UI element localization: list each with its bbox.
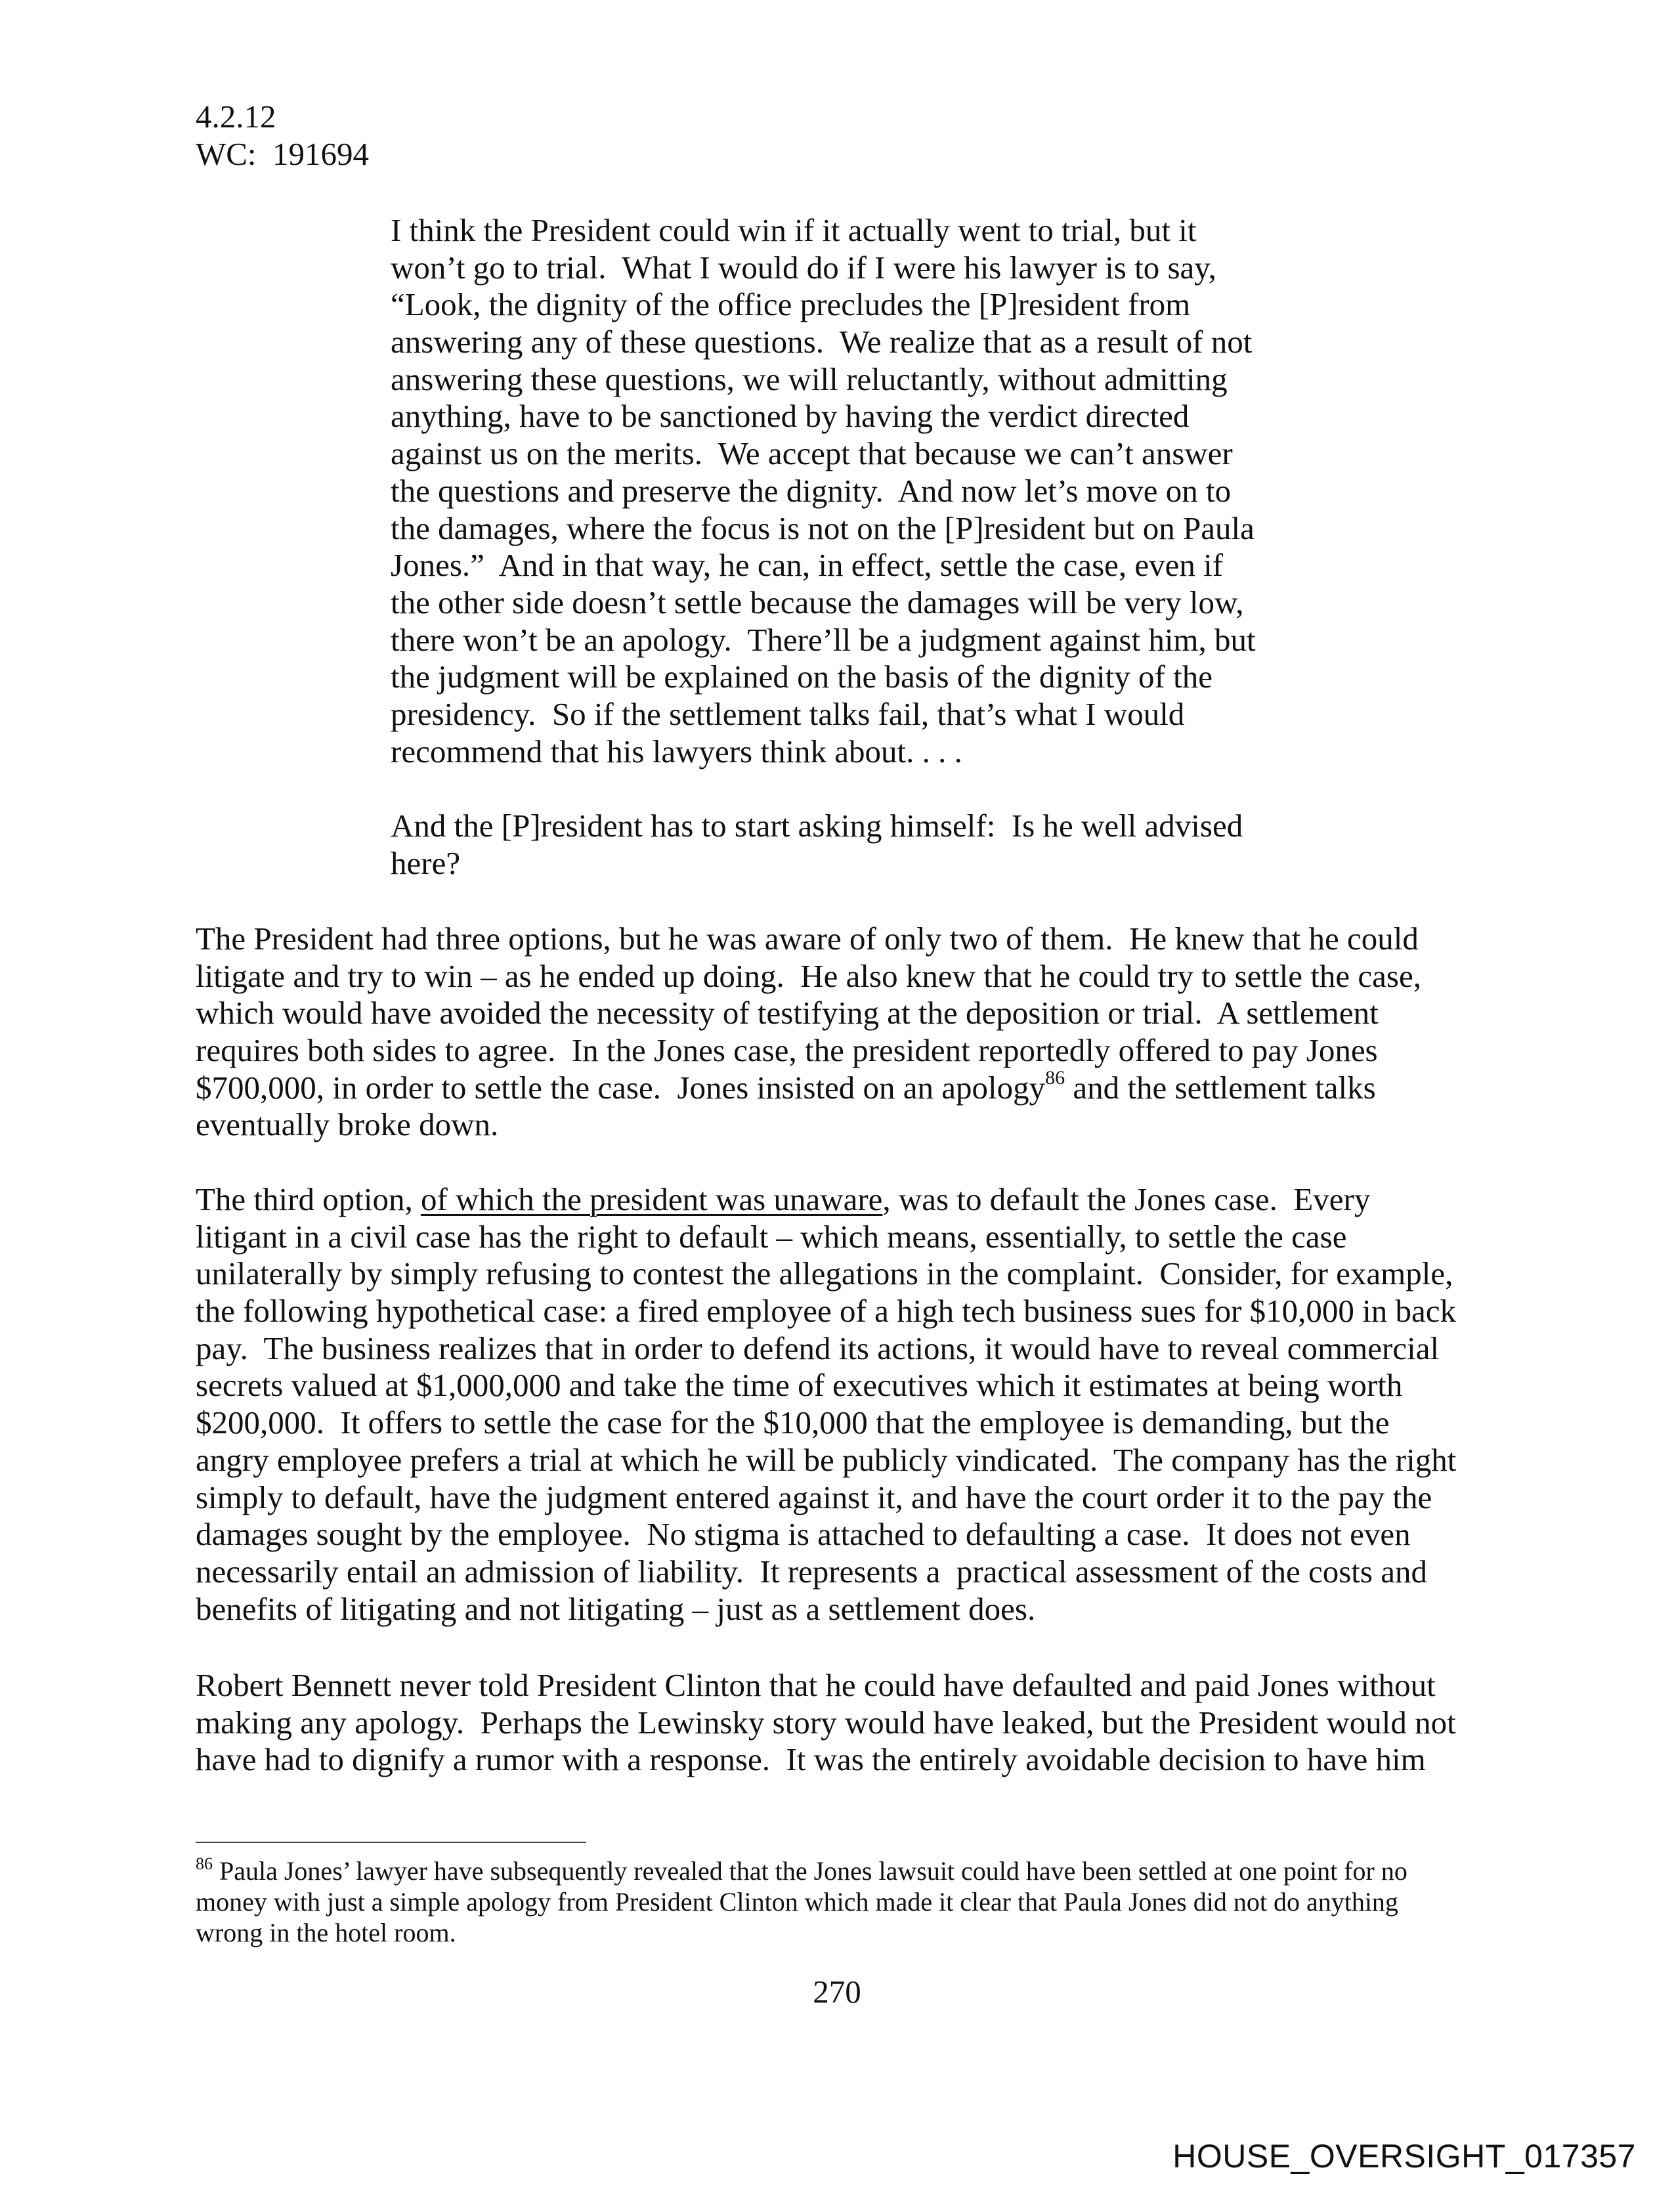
- text-line: requires both sides to agree. In the Jones case, the president reportedly offered to pay Jones: [196, 1032, 1378, 1069]
- block-quote-2: [391, 808, 1243, 882]
- text-line: anything, have to be sanctioned by having the verdict directed: [391, 398, 1190, 435]
- page-number: 270: [813, 1974, 861, 2010]
- text-segment: Paula Jones’ lawyer have subsequently revealed that the Jones lawsuit could have been settled at one point for no: [213, 1856, 1407, 1886]
- text-line: eventually broke down.: [196, 1106, 499, 1143]
- text-line: recommend that his lawyers think about. . . .: [391, 733, 962, 770]
- document-header: [196, 98, 369, 173]
- text-line: litigant in a civil case has the right to default – which means, essentially, to settle the case: [196, 1218, 1347, 1255]
- footnote-divider: [196, 1842, 586, 1843]
- text-line: here?: [391, 844, 461, 881]
- text-line: the damages, where the focus is not on the [P]resident but on Paula: [391, 510, 1255, 546]
- text-line: the questions and preserve the dignity. And now let’s move on to: [391, 472, 1232, 509]
- text-line: have had to dignify a rumor with a response. It was the entirely avoidable decision to have him: [196, 1741, 1426, 1778]
- text-line: money with just a simple apology from President Clinton which made it clear that Paula Jones did not do anything: [196, 1887, 1398, 1917]
- text-line: unilaterally by simply refusing to contest the allegations in the complaint. Consider, for example,: [196, 1255, 1453, 1292]
- text-line: damages sought by the employee. No stigma is attached to defaulting a case. It does not even: [196, 1516, 1411, 1553]
- text-segment: , was to default the Jones case. Every: [882, 1181, 1371, 1217]
- text-line: there won’t be an apology. There’ll be a judgment against him, but: [391, 621, 1256, 658]
- text-line: making any apology. Perhaps the Lewinsky story would have leaked, but the President would not: [196, 1704, 1456, 1741]
- underlined-text: of which the president was unaware: [420, 1181, 883, 1217]
- text-line: the following hypothetical case: a fired employee of a high tech business sues for $10,000 in back: [196, 1293, 1456, 1330]
- text-line: which would have avoided the necessity of testifying at the deposition or trial. A settlement: [196, 995, 1379, 1031]
- footnote: [196, 1855, 1407, 1948]
- text-line: The President had three options, but he was aware of only two of them. He knew that he could: [196, 921, 1419, 957]
- text-line: And the [P]resident has to start asking himself: Is he well advised: [391, 808, 1243, 844]
- text-line: litigate and try to win – as he ended up doing. He also knew that he could try to settle the case,: [196, 957, 1421, 994]
- text-line: necessarily entail an admission of liability. It represents a practical assessment of the costs and: [196, 1553, 1427, 1590]
- text-line: wrong in the hotel room.: [196, 1918, 456, 1947]
- text-line: angry employee prefers a trial at which he will be publicly vindicated. The company has the right: [196, 1441, 1457, 1478]
- text-line: I think the President could win if it actually went to trial, but it: [391, 212, 1197, 248]
- footnote-marker: 86: [1045, 1066, 1065, 1089]
- text-line: answering any of these questions. We realize that as a result of not: [391, 324, 1253, 360]
- block-quote-1: [391, 212, 1256, 770]
- footnote-marker: 86: [196, 1854, 213, 1873]
- text-line: $200,000. It offers to settle the case for the $10,000 that the employee is demanding, but the: [196, 1404, 1390, 1441]
- text-line: presidency. So if the settlement talks fail, that’s what I would: [391, 695, 1185, 732]
- text-line: the judgment will be explained on the basis of the dignity of the: [391, 659, 1213, 695]
- paragraph-3: [196, 1667, 1456, 1779]
- text-line: [196, 1066, 1421, 1107]
- text-line: secrets valued at $1,000,000 and take the time of executives which it estimates at being worth: [196, 1367, 1403, 1404]
- text-line: WC: 191694: [196, 135, 370, 172]
- text-line: answering these questions, we will reluctantly, without admitting: [391, 360, 1228, 397]
- paragraph-1: [196, 921, 1421, 1144]
- text-line: simply to default, have the judgment entered against it, and have the court order it to the pay the: [196, 1479, 1432, 1515]
- text-line: [196, 1181, 1456, 1219]
- bates-stamp: HOUSE_OVERSIGHT_017357: [1172, 2138, 1636, 2175]
- paragraph-2: [196, 1181, 1456, 1628]
- text-line: benefits of litigating and not litigating – just as a settlement does.: [196, 1590, 1036, 1627]
- text-segment: and the settlement talks: [1065, 1069, 1376, 1106]
- text-segment: The third option,: [196, 1181, 421, 1217]
- text-line: [196, 1855, 1407, 1886]
- text-line: against us on the merits. We accept that because we can’t answer: [391, 435, 1233, 472]
- text-line: Robert Bennett never told President Clinton that he could have defaulted and paid Jones without: [196, 1667, 1436, 1703]
- text-segment: $700,000, in order to settle the case. Jones insisted on an apology: [196, 1069, 1046, 1106]
- text-line: “Look, the dignity of the office precludes the [P]resident from: [391, 286, 1191, 323]
- text-line: won’t go to trial. What I would do if I were his lawyer is to say,: [391, 249, 1216, 286]
- text-line: 4.2.12: [196, 98, 276, 135]
- text-line: the other side doesn’t settle because the damages will be very low,: [391, 584, 1244, 620]
- text-line: pay. The business realizes that in order to defend its actions, it would have to reveal commercial: [196, 1330, 1440, 1366]
- text-line: Jones.” And in that way, he can, in effect, settle the case, even if: [391, 547, 1224, 584]
